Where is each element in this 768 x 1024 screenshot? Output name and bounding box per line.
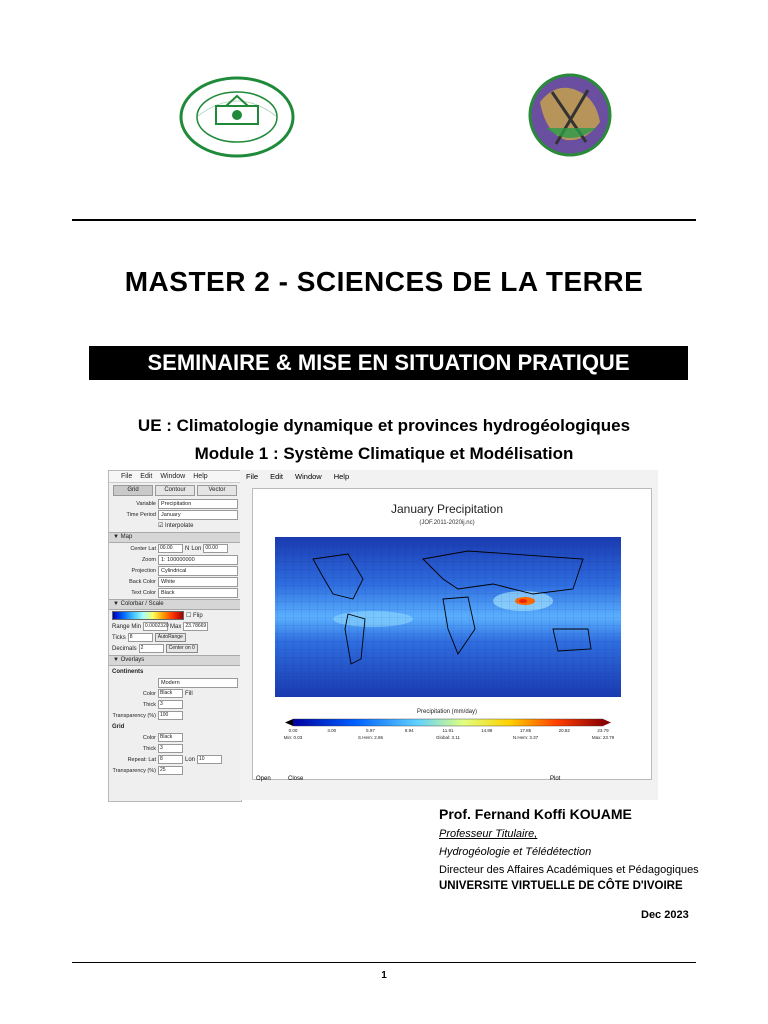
- colorbar-swatch: [112, 611, 184, 620]
- legend-tick: 17.85: [519, 728, 532, 733]
- open-button: Open: [256, 776, 271, 782]
- grid-color-label: Color: [142, 734, 156, 741]
- decimals-field: 2: [139, 644, 164, 653]
- fill-label: Fill: [185, 690, 193, 697]
- colorbar-section: ▼ Colorbar / Scale: [109, 599, 241, 610]
- max-field: 23.78669: [183, 622, 208, 631]
- grid-label: Grid: [112, 723, 125, 730]
- autorange-button: AutoRange: [155, 633, 186, 642]
- seminar-banner: SEMINAIRE & MISE EN SITUATION PRATIQUE: [89, 346, 688, 380]
- lon-label: Lon: [191, 545, 202, 552]
- grid-transparency-field: 25: [158, 766, 183, 775]
- continents-thick-label: Thick: [142, 701, 156, 708]
- grid-transparency-label: Transparency (%): [112, 767, 156, 774]
- vector-button: Vector: [197, 485, 237, 496]
- legend-stat: Min: 0.03: [283, 735, 303, 740]
- ticks-field: 8: [128, 633, 153, 642]
- legend-tick: 20.82: [558, 728, 570, 733]
- ue-heading: UE : Climatologie dynamique et provinces hydrogéologiques: [137, 416, 631, 435]
- win-menu-window: Window: [295, 472, 322, 481]
- projection-select: Cylindrical: [158, 566, 238, 576]
- legend-tick: 11.91: [442, 728, 454, 733]
- panel-menubar: [109, 471, 241, 483]
- overlays-section: ▼ Overlays: [109, 655, 241, 666]
- interpolate-checkbox: ☑ Interpolate: [158, 523, 194, 529]
- legend-label: Precipitation (mm/day): [416, 709, 478, 715]
- legend-tick: 5.97: [366, 728, 375, 733]
- author-position: Directeur des Affaires Académiques et Pédagogiques: [439, 864, 699, 876]
- time-period-label: Time Period: [126, 511, 156, 518]
- master-title: MASTER 2 - SCIENCES DE LA TERRE: [124, 266, 644, 297]
- continents-transparency-field: 100: [158, 711, 183, 720]
- repeat-lat-label: Repeat: Lat: [127, 756, 156, 763]
- grid-color-select: Black: [158, 733, 183, 742]
- center-on-0-button: Center on 0: [166, 644, 198, 653]
- text-color-label: Text Color: [131, 589, 156, 596]
- back-color-label: Back Color: [129, 578, 156, 585]
- grid-thick-label: Thick: [142, 745, 156, 752]
- top-rule: [72, 219, 696, 221]
- legend-tick: 3.00: [327, 728, 337, 733]
- range-min-field: 0.0002320: [145, 623, 169, 629]
- map-section: ▼ Map: [109, 532, 241, 543]
- author-name: Prof. Fernand Koffi KOUAME: [439, 806, 632, 822]
- legend-stat: Max: 23.79: [591, 735, 615, 740]
- author-specialty: Hydrogéologie et Télédétection: [439, 846, 592, 858]
- continents-label: Continents: [112, 668, 144, 675]
- map-plot-area: [252, 488, 652, 780]
- legend-tick: 14.88: [481, 728, 493, 733]
- zoom-field: 1: 100000000: [158, 555, 238, 565]
- win-menu-help: Help: [333, 472, 350, 481]
- grid-button: Grid: [113, 485, 153, 496]
- continents-thick-select: 3: [158, 700, 183, 709]
- document-date: Dec 2023: [641, 909, 689, 921]
- legend-tick: 8.94: [404, 728, 414, 733]
- lon-field: 00.00: [203, 544, 228, 553]
- n-label: N: [185, 545, 190, 552]
- close-button: Close: [288, 776, 304, 782]
- repeat-lon-field: 10: [197, 755, 222, 764]
- zoom-label: Zoom: [141, 556, 156, 563]
- ticks-label: Ticks: [112, 634, 126, 641]
- max-label: Max: [170, 623, 182, 630]
- center-lat-field: 00.00: [158, 544, 183, 553]
- map-title: January Precipitation: [390, 502, 504, 516]
- continents-color-select: Black: [158, 689, 183, 698]
- legend-tick: 0.00: [288, 728, 298, 733]
- win-menu-edit: Edit: [270, 472, 284, 481]
- continents-select: Modern: [158, 678, 238, 688]
- text-color-select: Black: [158, 588, 238, 598]
- decimals-label: Decimals: [112, 645, 137, 652]
- map-subtitle: (JOF.2011-2020ij.nc): [419, 520, 475, 526]
- legend-colorbar: [293, 719, 603, 726]
- continents-color-label: Color: [142, 690, 156, 697]
- window-menubar: [240, 470, 658, 484]
- time-period-select: January: [158, 510, 238, 520]
- variable-select: Precipitation: [158, 499, 238, 509]
- legend-stat: S.Hem: 2.86: [357, 735, 384, 740]
- projection-label: Projection: [131, 567, 156, 574]
- university-logo: [178, 76, 296, 158]
- module-heading: Module 1 : Système Climatique et Modélisation: [194, 444, 574, 463]
- legend-stat: Global: 3.11: [436, 735, 460, 740]
- menu-edit: Edit: [140, 473, 153, 480]
- author-university: UNIVERSITE VIRTUELLE DE CÔTE D'IVOIRE: [439, 880, 683, 892]
- flip-checkbox: ☐ Flip: [186, 613, 203, 619]
- ufr-logo: [526, 72, 614, 158]
- back-color-select: White: [158, 577, 238, 587]
- repeat-lon-label: Lon: [185, 756, 196, 763]
- plot-button: Plot: [550, 776, 561, 782]
- menu-help: Help: [193, 473, 208, 480]
- page-number: 1: [381, 970, 387, 981]
- contour-button: Contour: [155, 485, 195, 496]
- legend-stat: N.Hem: 3.37: [512, 735, 539, 740]
- menu-file: File: [121, 473, 133, 480]
- menu-window: Window: [160, 473, 186, 480]
- continents-transparency-label: Transparency (%): [112, 712, 156, 719]
- map-window-screenshot: [240, 470, 658, 800]
- legend-tick: 23.79: [597, 728, 609, 733]
- control-panel-screenshot: [108, 470, 242, 802]
- variable-label: Variable: [136, 500, 156, 507]
- win-menu-file: File: [246, 472, 259, 481]
- repeat-lat-field: 8: [158, 755, 183, 764]
- range-min-label: Range Min: [112, 623, 142, 630]
- bottom-rule: [72, 962, 696, 963]
- center-lat-label: Center Lat: [130, 545, 156, 552]
- author-title: Professeur Titulaire,: [439, 828, 538, 840]
- grid-thick-select: 3: [158, 744, 183, 753]
